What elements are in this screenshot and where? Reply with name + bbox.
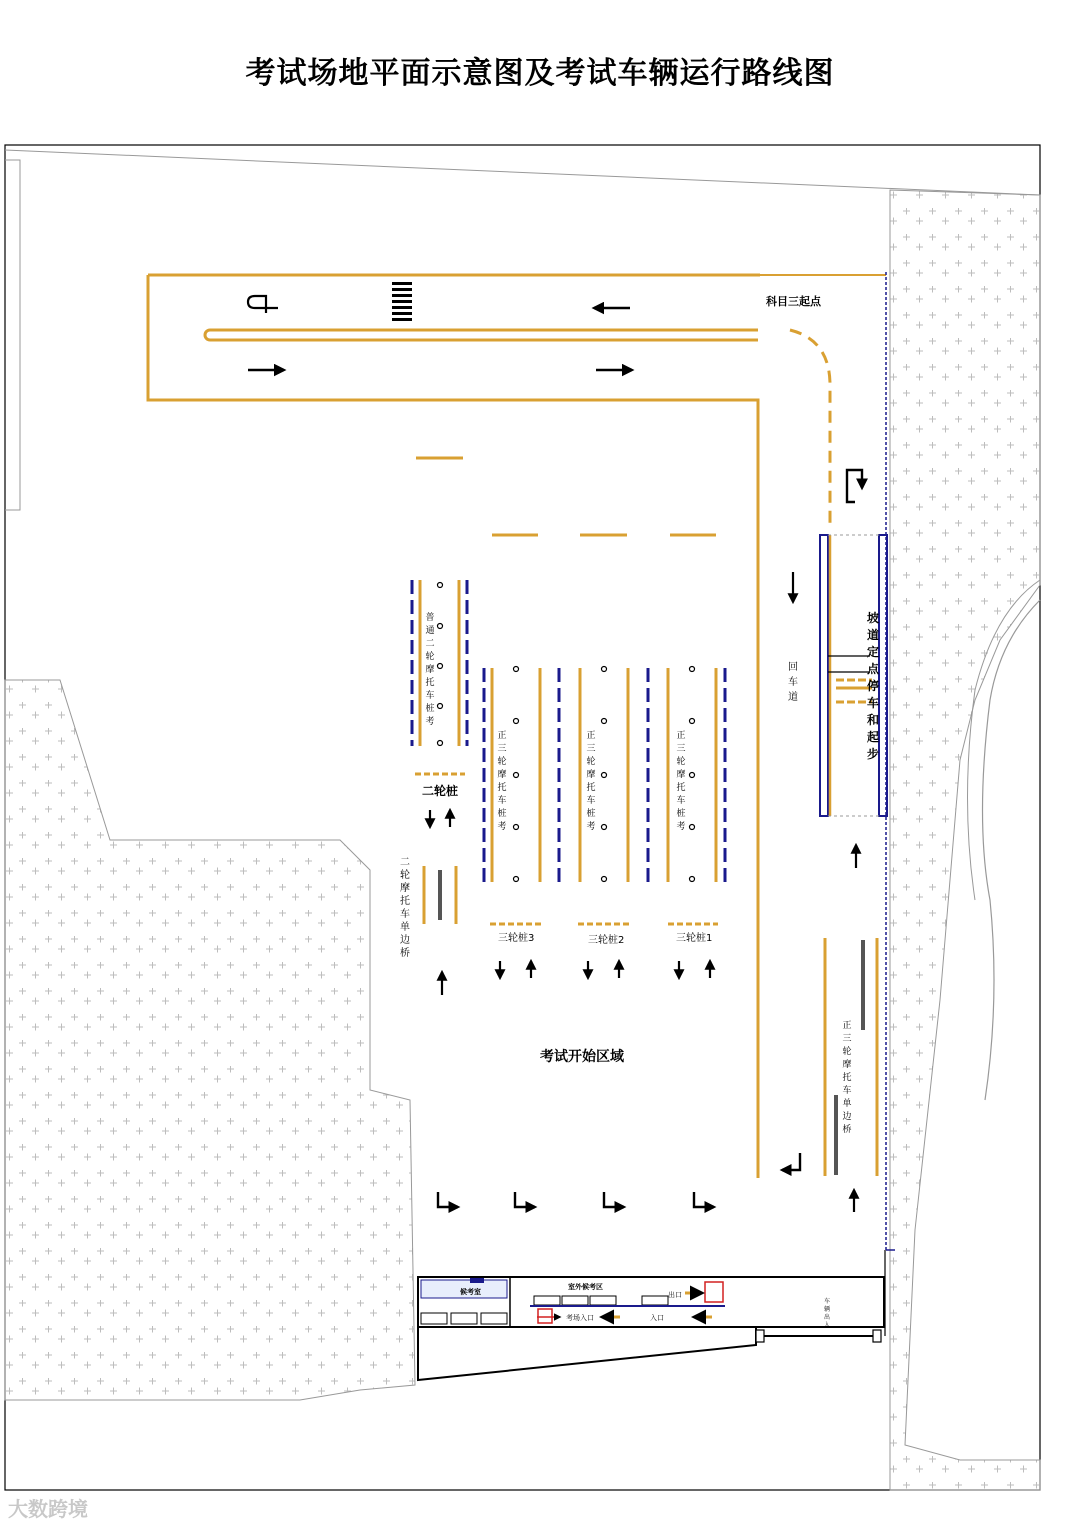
tri-pile-1-label: 三轮桩1 [676,933,713,944]
tri-bridge-label: 正三轮摩托车单边桥 [842,1021,852,1135]
tri-pile-3-label: 三轮桩3 [498,933,535,944]
turn-right-arrows [438,470,862,1207]
tri-exam-3-label: 正三轮摩托车桩考 [497,731,507,832]
tri-exam-2-label: 正三轮摩托车桩考 [586,731,596,832]
hatched-zone-left [5,680,415,1400]
road-curve-right [983,600,1041,1100]
exam-start-area-label: 考试开始区域 [540,1049,624,1065]
pile-dashes [415,774,718,924]
u-turn-arrow-icon [248,296,278,313]
return-lane-label: 回车道 [788,662,798,703]
crosswalk [392,282,412,321]
entrance-label: 入口 [650,1314,664,1322]
left-building-strip [5,160,20,510]
stop-line-dashes [416,458,716,535]
tri-pile-2-label: 三轮桩2 [588,935,625,946]
two-wheel-pile-area [412,580,467,746]
slope-stop-label: 坡道定点停车和起步 [866,611,879,761]
hatched-zone-right [890,190,1040,1490]
vehicle-exit-entry-label: 车辆出入 [823,1298,830,1329]
waiting-room-label: 候考室 [460,1288,481,1296]
normal-two-wheel-label: 普通二轮摩托车桩考 [425,613,435,727]
subject3-start-label: 科目三起点 [766,295,821,308]
outdoor-waiting-label: 室外候考区 [568,1283,603,1291]
top-lane-dashed-curve [790,330,830,530]
page-title: 考试场地平面示意图及考试车辆运行路线图 [245,56,835,91]
top-lane-inner [205,330,758,340]
two-wheel-bridge-label: 二轮摩托车单边桥 [400,857,410,959]
two-wheel-bridge [424,866,456,924]
exam-entrance-label: 考场入口 [566,1314,594,1322]
tri-exam-1-label: 正三轮摩托车桩考 [676,731,686,832]
watermark: 大数跨境 [8,1497,88,1521]
exit-label: 出口 [668,1291,682,1299]
two-wheel-pile-label: 二轮桩 [422,784,459,798]
top-boundary-line [5,150,1040,195]
